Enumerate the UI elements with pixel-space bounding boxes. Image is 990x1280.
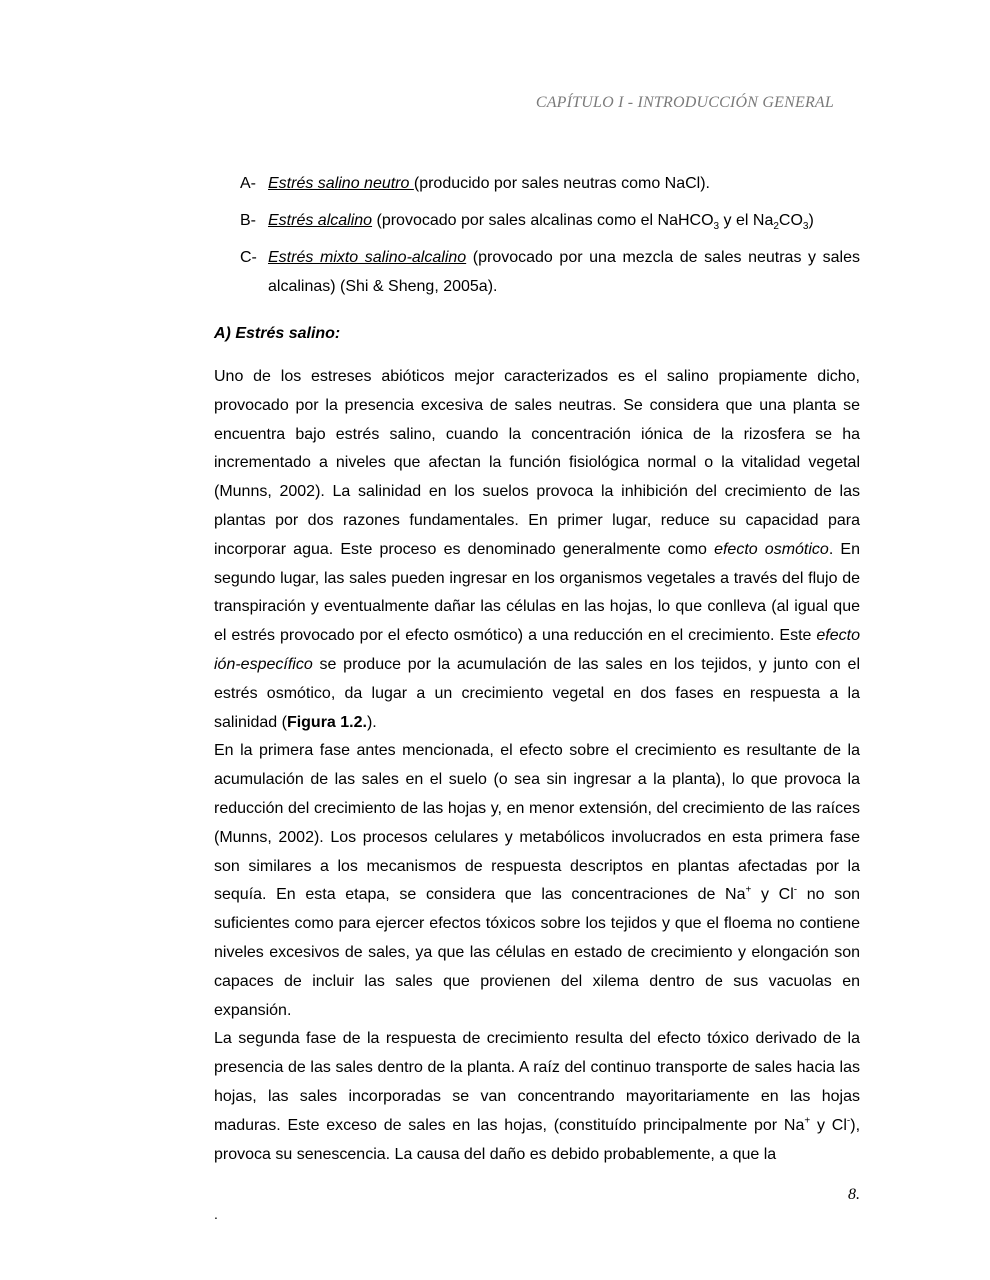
list-desc: ) [808, 212, 814, 229]
italic-term: efecto ión-específico [214, 627, 860, 673]
list-term: Estrés alcalino [268, 212, 373, 229]
list-desc: (provocado por una mezcla de sales neutras y sales alcalinas) (Shi & Sheng, 2005a). [268, 249, 860, 295]
body-text [214, 363, 860, 1169]
list-term: Estrés salino neutro [268, 175, 414, 192]
superscript: - [793, 885, 798, 897]
text-run: y Cl [751, 886, 794, 904]
list-item [240, 206, 860, 235]
list-item [240, 169, 860, 198]
list-desc: (provocado por sales alcalinas como el NaHCO [372, 212, 714, 229]
list-desc: CO [778, 212, 803, 229]
paragraph [214, 1025, 860, 1169]
list-marker: C- [240, 249, 257, 266]
subscript: 3 [713, 221, 720, 233]
text-run: . En segundo lugar, las sales pueden ingresar en los organismos vegetales a través del flujo de transpiración y eventualmente dañar las células en las hojas, lo que conlleva (al igual que el estrés provocado por el efecto osmótico) a una reducción en el crecimiento. Este [214, 540, 860, 645]
text-run: En la primera fase antes mencionada, el efecto sobre el crecimiento es resultante de la acumulación de las sales en el suelo (o sea sin ingresar a la planta), lo que provoca la reducción del crecimiento de las hojas y, en menor extensión, del crecimiento de las raíces (Munns, 2002). Los procesos celulares y metabólicos involucrados en esta primera fase son similares a los mecanismos de respuesta descriptos en plantas afectadas por la sequía. En esta etapa, se considera que las concentraciones de Na [214, 742, 860, 904]
list-term: Estrés mixto salino-alcalino [268, 249, 467, 266]
paragraph [214, 363, 860, 737]
text-run: La segunda fase de la respuesta de crecimiento resulta del efecto tóxico derivado de la presencia de las sales dentro de la planta. A raíz del continuo transporte de sales hacia las hojas, las sales incorporadas se van concentrando mayoritariamente en las hojas maduras. Este exceso de sales en las hojas, (constituído principalmente por Na [214, 1030, 860, 1134]
subscript: 3 [802, 221, 809, 233]
page-number: 8. [848, 1186, 860, 1203]
running-header: CAPÍTULO I - INTRODUCCIÓN GENERAL [535, 94, 834, 111]
text-run: Uno de los estreses abióticos mejor caracterizados es el salino propiamente dicho, provocado por la presencia excesiva de sales neutras. Se considera que una planta se encuentra bajo estrés salino, cuando la concentración iónica de la rizosfera se ha incrementado a niveles que afectan la función fisiológica normal o la vitalidad vegetal (Munns, 2002). La salinidad en los suelos provoca la inhibición del crecimiento de las plantas por dos razones fundamentales. En primer lugar, reduce su capacidad para incorporar agua. Este proceso es denominado generalmente como [214, 368, 860, 558]
stress-type-list [240, 169, 860, 309]
subscript: 2 [773, 221, 779, 233]
italic-term: efecto osmótico [714, 540, 829, 558]
footer-mark: . [214, 1206, 218, 1222]
superscript: - [846, 1115, 851, 1127]
figure-reference: Figura 1.2. [286, 713, 367, 731]
list-desc: y el Na [719, 212, 774, 229]
text-run: se produce por la acumulación de las sales en los tejidos, y junto con el estrés osmótico, da lugar a un crecimiento vegetal en dos fases en respuesta a la salinidad ( [214, 655, 860, 731]
paragraph [214, 737, 860, 1025]
list-item [240, 243, 860, 301]
superscript: + [745, 885, 752, 897]
text-run: ). [366, 713, 377, 731]
list-marker: B- [240, 212, 256, 229]
superscript: + [804, 1115, 811, 1127]
section-heading: A) Estrés salino: [214, 325, 341, 342]
text-run: ), provoca su senescencia. La causa del daño es debido probablemente, a que la [214, 1116, 861, 1163]
list-marker: A- [240, 175, 256, 192]
list-desc: (producido por sales neutras como NaCl). [413, 175, 710, 192]
text-run: no son suficientes como para ejercer efectos tóxicos sobre los tejidos y que el floema no contiene niveles excesivos de sales, ya que las células en estado de crecimiento y elongación son capaces de incluir las sales que provienen del xilema dentro de sus vacuolas en expansión. [214, 886, 861, 1019]
text-run: y Cl [810, 1116, 847, 1134]
